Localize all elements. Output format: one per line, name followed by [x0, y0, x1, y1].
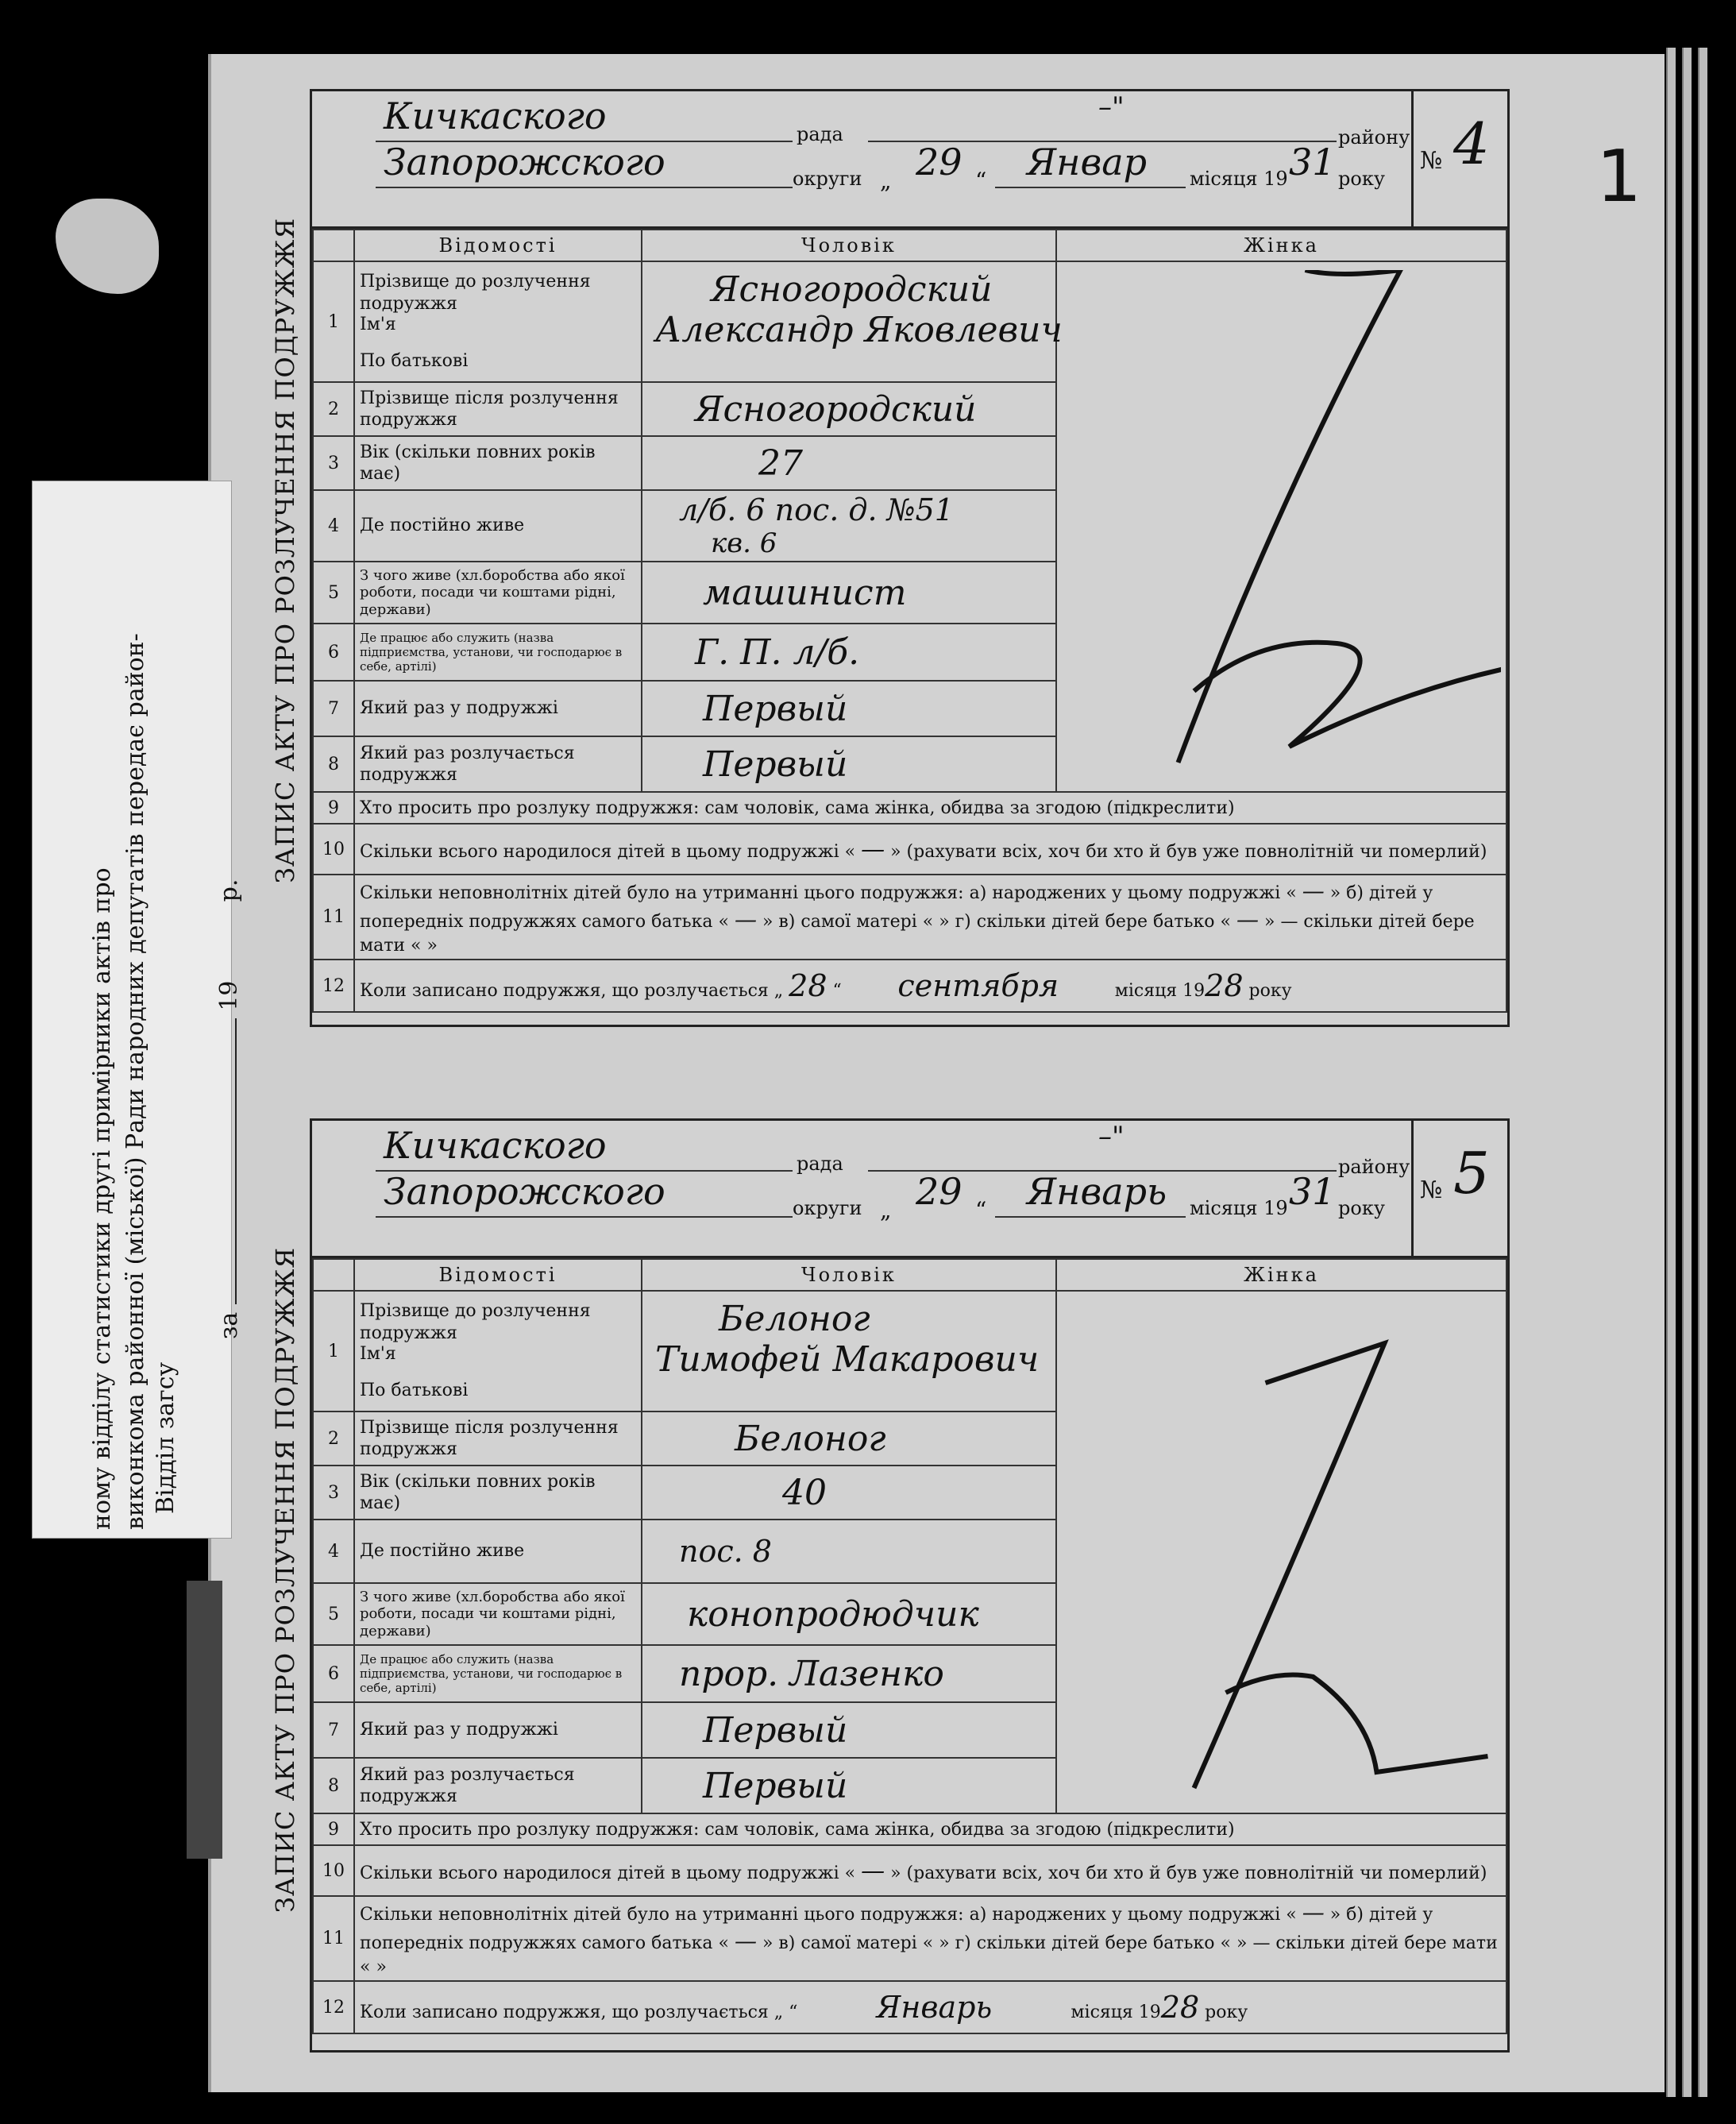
record-form [310, 1118, 1510, 2053]
table-row: 8 Який раз розлучається подружжя Первый [313, 736, 1506, 792]
registration-year: 28 [1205, 968, 1244, 1004]
side-strip [32, 481, 243, 1539]
record-number-box: № 4 [1411, 91, 1507, 226]
husband-divorce-number: Первый [703, 743, 848, 785]
wife-column-crossed [1056, 261, 1506, 792]
table-row: 6 Де працює або служить (назва підприємства, установи, чи господарює в себе, артілі) Г. П. л/б. [313, 624, 1506, 681]
record-title: ЗАПИС АКТУ ПРО РОЗЛУЧЕННЯ ПОДРУЖЖЯ [270, 217, 300, 883]
husband-divorce-number: Первый [703, 1765, 848, 1806]
record-form [310, 89, 1510, 1027]
table-row: 7 Який раз у подружжі Первый [313, 1702, 1506, 1758]
page-edge [1666, 48, 1676, 2097]
table-row: 4 Де постійно живе пос. 8 [313, 1520, 1506, 1583]
table-row: 4 Де постійно живе л/б. 6 пос. д. №51 кв. 6 [313, 490, 1506, 562]
record-title: ЗАПИС АКТУ ПРО РОЗЛУЧЕННЯ ПОДРУЖЖЯ [270, 1246, 300, 1913]
table-row: 1 Прізвище до розлучення подружжя Ім'я По батькові Белоног Тимофей Макарович [313, 1291, 1506, 1411]
record-table [312, 1258, 1507, 2034]
page-edge [1698, 48, 1707, 2097]
day-value: 29 [916, 1170, 963, 1213]
registration-month: сентября [897, 968, 1059, 1004]
husband-surname-after: Ясногородский [695, 388, 977, 430]
table-row: 3 Вік (скільки повних років має) 27 [313, 436, 1506, 490]
husband-workplace: Г. П. л/б. [695, 631, 860, 673]
divorce-record-1 [238, 89, 1509, 1026]
children-total: — [861, 835, 885, 863]
table-row: 10 Скільки всього народилося дітей в цьому подружжі « — » (рахувати всіх, хоч би хто й був уже повнолітній чи померлий) [313, 1845, 1506, 1896]
table-row: 2 Прізвище після розлучення подружжя Белоног [313, 1411, 1506, 1466]
registration-year: 28 [1160, 1990, 1200, 2026]
okruhy-value: Запорожского [384, 141, 665, 183]
husband-surname-before: Ясногородский [711, 269, 993, 310]
husband-marriage-number: Первый [703, 1709, 848, 1751]
husband-surname-after: Белоног [735, 1418, 886, 1459]
record-number-box: № 5 [1411, 1121, 1507, 1256]
side-strip-line: за 19 р. [215, 879, 243, 1339]
table-row: 10 Скільки всього народилося дітей в цьому подружжі « — » (рахувати всіх, хоч би хто й був уже повнолітній чи померлий) [313, 824, 1506, 875]
rada-value: Кичкаского [384, 1124, 607, 1167]
table-row: 9 Хто просить про розлуку подружжя: сам чоловік, сама жінка, обидва за згодою (підкреслити) [313, 792, 1506, 824]
year-value: 31 [1289, 1170, 1336, 1213]
cross-out-stroke [1062, 1296, 1501, 1804]
side-strip-line: Відділ загсу [152, 1361, 179, 1514]
margin-mark: 1 [1596, 135, 1642, 218]
table-row: 1 Прізвище до розлучення подружжя Ім'я По батькові Ясногородский Александр Яковлевич [313, 261, 1506, 382]
table-row: 2 Прізвище після розлучення подружжя Ясногородский [313, 382, 1506, 436]
husband-occupation: конопродюдчик [687, 1593, 979, 1635]
table-row: 3 Вік (скільки повних років має) 40 [313, 1466, 1506, 1520]
table-row: 8 Який раз розлучається подружжя Первый [313, 1758, 1506, 1813]
husband-surname-before: Белоног [719, 1299, 870, 1339]
column-headers: Відомості Чоловік Жінка [313, 230, 1506, 261]
table-row: 12 Коли записано подружжя, що розлучається „ 28 “ сентября місяця 1928 року [313, 960, 1506, 1012]
record-header: Кичкаского рада –" району Запорожского округи „ 29 “ Январь місяця 19 31 року № 5 [312, 1121, 1507, 1258]
year-value: 31 [1289, 141, 1336, 183]
record-header: Кичкаского рада –" району Запорожского округи „ 29 “ Январ місяця 19 31 року № 4 [312, 91, 1507, 229]
table-row: 9 Хто просить про розлуку подружжя: сам чоловік, сама жінка, обидва за згодою (підкреслити) [313, 1813, 1506, 1845]
month-value: Январ [1027, 141, 1148, 183]
record-number: 4 [1453, 110, 1490, 177]
month-value: Январь [1027, 1170, 1167, 1213]
husband-residence: л/б. 6 пос. д. №51 [679, 492, 954, 527]
wife-column-crossed [1056, 1291, 1506, 1813]
okruhy-value: Запорожского [384, 1170, 665, 1213]
husband-workplace: прор. Лазенко [679, 1653, 944, 1694]
divorce-record-2 [238, 1118, 1509, 2056]
husband-age: 27 [758, 442, 803, 484]
cross-out-stroke [1062, 270, 1501, 778]
registration-month: Январь [876, 1990, 993, 2026]
day-value: 29 [916, 141, 963, 183]
husband-age: 40 [782, 1472, 827, 1513]
husband-residence: пос. 8 [679, 1534, 772, 1569]
table-row: 6 Де працює або служить (назва підприємства, установи, чи господарює в себе, артілі) прор. Лазенко [313, 1645, 1506, 1702]
binding-patch [56, 199, 159, 294]
binding-patch [187, 1581, 222, 1859]
record-number: 5 [1453, 1140, 1490, 1207]
husband-marriage-number: Первый [703, 688, 848, 729]
column-headers: Відомості Чоловік Жінка [313, 1259, 1506, 1291]
table-row: 11 Скільки неповнолітніх дітей було на утриманні цього подружжя: а) народжених у цьому подружжі « — » б) дітей у попередніх подружжях самого батька « — » в) самої матері « » г) скільки дітей бере батько « » — скільки дітей бере мати « » [313, 1896, 1506, 1981]
table-row: 5 З чого живе (хл.боробства або якої роботи, посади чи коштами рідні, держави) конопродюдчик [313, 1583, 1506, 1645]
table-row: 12 Коли записано подружжя, що розлучається „ “ Январь місяця 1928 року [313, 1981, 1506, 2033]
page-edge [1682, 48, 1692, 2097]
table-row: 7 Який раз у подружжі Первый [313, 681, 1506, 736]
side-strip-line: ному відділу статистики другі примірники актів про [88, 867, 116, 1530]
table-row: 11 Скільки неповнолітніх дітей було на утриманні цього подружжя: а) народжених у цьому подружжі « — » б) дітей у попередніх подружжях самого батька « — » в) самої матері « » г) скільки дітей бере батько « — » — скільки дітей бере мати « » [313, 875, 1506, 960]
registration-day: 28 [789, 968, 827, 1004]
rada-value: Кичкаского [384, 95, 607, 137]
children-total: — [861, 1856, 885, 1885]
table-row: 5 З чого живе (хл.боробства або якої роботи, посади чи коштами рідні, держави) машинист [313, 562, 1506, 624]
husband-name-patronymic: Александр Яковлевич [655, 310, 1063, 350]
record-table [312, 229, 1507, 1013]
husband-occupation: машинист [703, 572, 907, 613]
husband-name-patronymic: Тимофей Макарович [655, 1339, 1040, 1380]
side-strip-line: виконкома районної (міської) Ради народних депутатів передає район- [122, 633, 149, 1530]
